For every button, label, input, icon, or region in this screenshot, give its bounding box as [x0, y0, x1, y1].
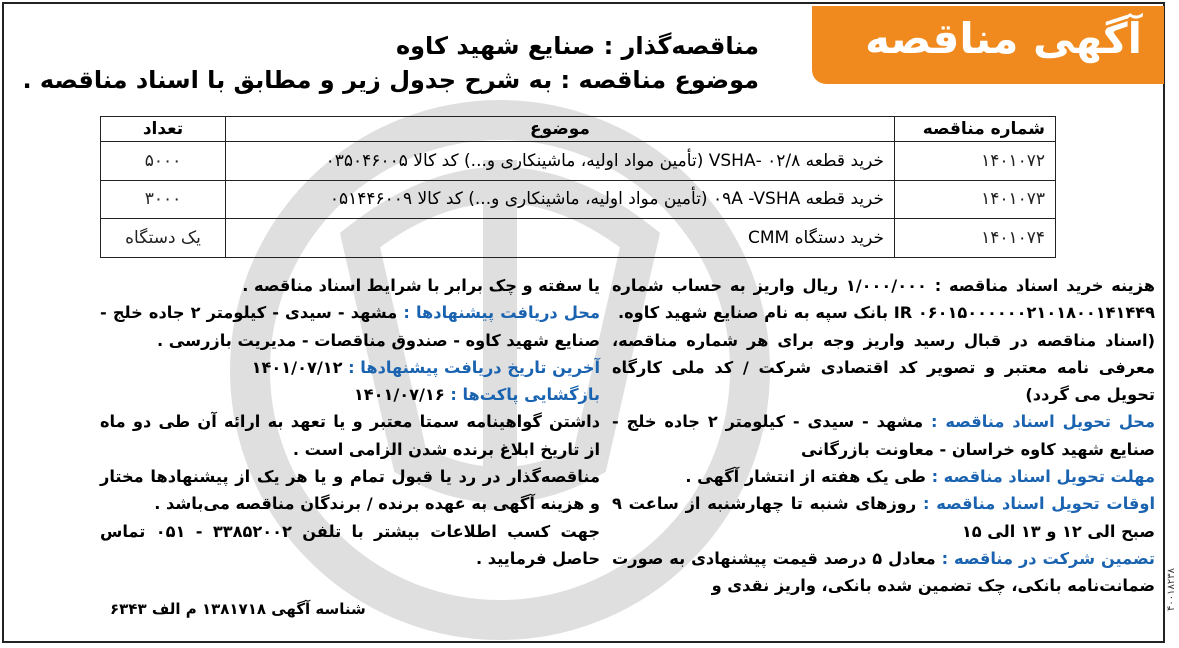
row-qty: ۳۰۰۰: [101, 180, 226, 219]
delivery-place: [612, 408, 1155, 463]
contact-text: جهت کسب اطلاعات بیشتر با تلفن ۳۳۸۵۲۰۰۲ - ۰۵۱ تماس حاصل فرمایید .: [100, 521, 600, 568]
header-subject: موضوع: [226, 117, 895, 142]
deadline: [612, 463, 1155, 490]
hours: [612, 490, 1155, 545]
row-number: ۱۴۰۱۰۷۲: [895, 142, 1056, 181]
header-number: شماره مناقصه: [895, 117, 1056, 142]
opening-label: بازگشایی پاکت‌ها :: [450, 385, 600, 405]
row-subject: خرید قطعه ۰۹A -VSHA (تأمین مواد اولیه، ماشینکاری و...) کد کالا ۰۵۱۴۴۶۰۰۹: [226, 180, 895, 219]
title-banner: [812, 6, 1164, 84]
hours-value: روزهای شنبه تا چهارشنبه از ساعت ۹ صبح الی ۱۲ و ۱۳ الی ۱۵: [612, 494, 1155, 541]
rights-text: مناقصه‌گذار در رد یا قبول تمام و یا هر یک از پیشنهادها مختار و هزینه آگهی به عهده برنده / برندگان مناقصه می‌باشد .: [100, 467, 600, 514]
table-row: [101, 180, 1056, 219]
left-column: [100, 272, 600, 572]
row-number: ۱۴۰۱۰۷۴: [895, 219, 1056, 258]
last-date-label: آخرین تاریخ دریافت پیشنهادها :: [348, 357, 600, 377]
delivery-place-value: مشهد - سیدی - کیلومتر ۲ جاده خلج - صنایع شهید کاوه خراسان - معاونت بازرگانی: [612, 412, 1155, 459]
last-date-value: ۱۴۰۱/۰۷/۱۲: [251, 357, 343, 377]
guarantee-cont: یا سفته و چک برابر با شرایط اسناد مناقصه .: [242, 276, 600, 295]
right-column: [612, 272, 1155, 600]
guarantee-label: تضمین شرکت در مناقصه :: [941, 548, 1156, 568]
receipt-value: مشهد - سیدی - کیلومتر ۲ جاده خلج - صنایع شهید کاوه - صندوق مناقصات - مدیریت بازرسی .: [100, 303, 600, 350]
header-qty: تعداد: [101, 117, 226, 142]
subject-line: موضوع مناقصه : به شرح جدول زیر و مطابق با اسناد مناقصه .: [22, 66, 759, 94]
table-header-row: [101, 117, 1056, 142]
row-qty: یک دستگاه: [101, 219, 226, 258]
delivery-place-label: محل تحویل اسناد مناقصه :: [931, 412, 1155, 432]
certificate-text: داشتن گواهینامه سمتا معتبر و یا تعهد به ارائه آن طی دو ماه از تاریخ ابلاغ برنده شدن الزامی است .: [100, 412, 600, 459]
table-row: [101, 142, 1056, 181]
opening-value: ۱۴۰۱/۰۷/۱۶: [353, 385, 445, 405]
table-row: [101, 219, 1056, 258]
cost-text: هزینه خرید اسناد مناقصه : ۱/۰۰۰/۰۰۰ ریال واریز به حساب شماره IR ۰۶۰۱۵۰۰۰۰۰۰۲۱۰۱۸۰۰۱۴۱۴۴۹ بانک سپه به نام صنایع شهید کاوه.: [612, 276, 1155, 323]
deadline-label: مهلت تحویل اسناد مناقصه :: [931, 467, 1155, 487]
row-subject: خرید دستگاه CMM: [226, 219, 895, 258]
side-code: ۴۰۰۱۸۲۳۸: [1166, 568, 1177, 611]
tender-table: [100, 116, 1056, 258]
receipt-label: محل دریافت پیشنهادها :: [403, 303, 600, 323]
row-qty: ۵۰۰۰: [101, 142, 226, 181]
ad-id: شناسه آگهی ۱۳۸۱۷۱۸ م الف ۶۳۴۳: [110, 600, 366, 618]
banner-title: آگهی مناقصه: [865, 14, 1142, 63]
cost-note: (اسناد مناقصه در قبال رسید واریز وجه برای هر شماره مناقصه، معرفی نامه معتبر و تصویر کد اقتصادی شرکت / کد ملی کارگاه تحویل می گردد): [612, 330, 1155, 405]
hours-label: اوقات تحویل اسناد مناقصه :: [922, 494, 1155, 514]
opening: [100, 381, 600, 408]
last-date: [100, 354, 600, 381]
guarantee: [612, 545, 1155, 600]
row-number: ۱۴۰۱۰۷۳: [895, 180, 1056, 219]
tenderer-line: مناقصه‌گذار : صنایع شهید کاوه: [395, 32, 759, 60]
deadline-value: طی یک هفته از انتشار آگهی .: [685, 467, 926, 487]
receipt-place: [100, 299, 600, 354]
row-subject: خرید قطعه ۰۲/۸ -VSHA (تأمین مواد اولیه، ماشینکاری و...) کد کالا ۰۳۵۰۴۶۰۰۵: [226, 142, 895, 181]
guarantee-value: معادل ۵ درصد قیمت پیشنهادی به صورت ضمانت‌نامه بانکی، چک تضمین شده بانکی، واریز نقدی و: [612, 548, 1155, 596]
